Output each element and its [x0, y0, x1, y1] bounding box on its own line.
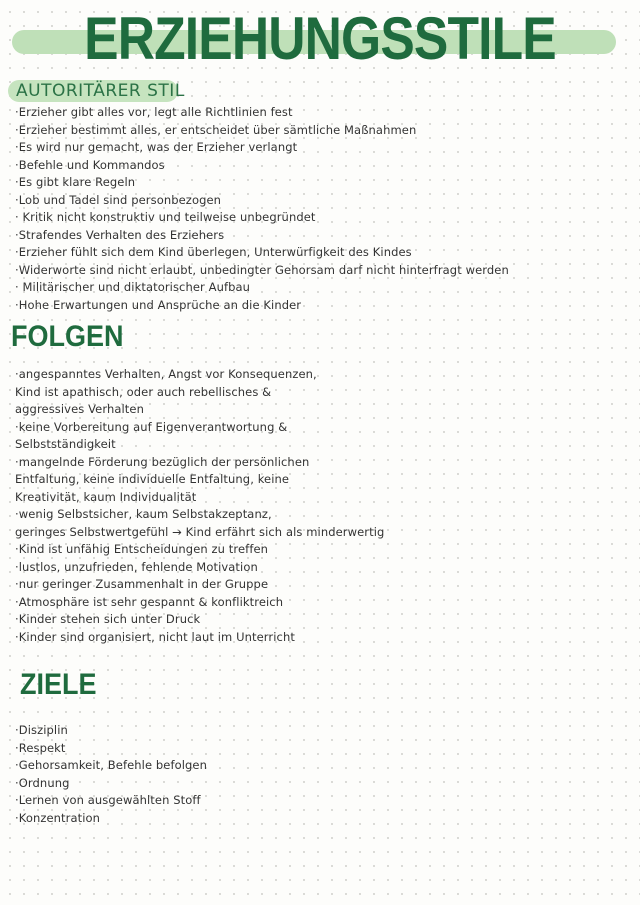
ziele-heading: ZIELE — [20, 668, 97, 701]
list-item: ·Es gibt klare Regeln — [15, 175, 136, 189]
list-item: Entfaltung, keine individuelle Entfaltung, keine — [15, 472, 290, 486]
list-item: ·Kind ist unfähig Entscheidungen zu treffen — [15, 542, 269, 556]
list-item: Kind ist apathisch, oder auch rebellisches & — [15, 384, 272, 399]
list-item: · Kritik nicht konstruktiv und teilweise unbegründet — [15, 210, 316, 224]
list-item: ·angespanntes Verhalten, Angst vor Konsequenzen, — [15, 367, 317, 381]
list-item: ·Atmosphäre ist sehr gespannt & konfliktreich — [15, 594, 284, 609]
list-item: ·Ordnung — [15, 775, 70, 790]
stil-list — [15, 104, 509, 314]
list-item: ·Hohe Erwartungen und Ansprüche an die Kinder — [15, 297, 302, 312]
list-item: ·Konzentration — [15, 810, 101, 825]
list-item: · Militärischer und diktatorischer Aufbau — [15, 280, 251, 294]
list-item: aggressives Verhalten — [15, 402, 144, 416]
list-item: ·Kinder stehen sich unter Druck — [15, 612, 201, 626]
list-item: ·mangelnde Förderung bezüglich der persönlichen — [15, 454, 310, 469]
list-item: ·Erzieher bestimmt alles, er entscheidet über sämtliche Maßnahmen — [15, 122, 417, 137]
list-item: ·Erzieher fühlt sich dem Kind überlegen, Unterwürfigkeit des Kindes — [15, 245, 412, 259]
list-item: ·Erzieher gibt alles vor, legt alle Richtlinien fest — [15, 105, 293, 119]
list-item: ·Befehle und Kommandos — [15, 157, 165, 172]
list-item: ·Widerworte sind nicht erlaubt, unbedingter Gehorsam darf nicht hinterfragt werden — [15, 262, 509, 277]
page-title: ERZIEHUNGSSTILE — [84, 5, 556, 72]
list-item: ·keine Vorbereitung auf Eigenverantwortung & — [15, 419, 288, 434]
list-item: ·wenig Selbstsicher, kaum Selbstakzeptanz, — [15, 507, 272, 521]
ziele-list — [15, 722, 207, 827]
section-subtitle: AUTORITÄRER STIL — [16, 81, 185, 101]
list-item: ·lustlos, unzufrieden, fehlende Motivation — [15, 559, 258, 574]
list-item: ·Kinder sind organisiert, nicht laut im Unterricht — [15, 629, 295, 644]
folgen-list — [15, 366, 384, 646]
list-item: ·nur geringer Zusammenhalt in der Gruppe — [15, 577, 269, 591]
list-item: ·Disziplin — [15, 723, 68, 737]
list-item: ·Gehorsamkeit, Befehle befolgen — [15, 758, 207, 772]
folgen-heading: FOLGEN — [11, 320, 124, 353]
list-item: Kreativität, kaum Individualität — [15, 489, 197, 504]
list-item: geringes Selbstwertgefühl → Kind erfährt sich als minderwertig — [15, 524, 385, 539]
list-item: ·Strafendes Verhalten des Erziehers — [15, 227, 225, 242]
list-item: ·Lob und Tadel sind personbezogen — [15, 192, 222, 207]
list-item: ·Es wird nur gemacht, was der Erzieher verlangt — [15, 140, 298, 154]
list-item: Selbstständigkeit — [15, 437, 116, 451]
list-item: ·Respekt — [15, 740, 66, 755]
list-item: ·Lernen von ausgewählten Stoff — [15, 793, 201, 807]
